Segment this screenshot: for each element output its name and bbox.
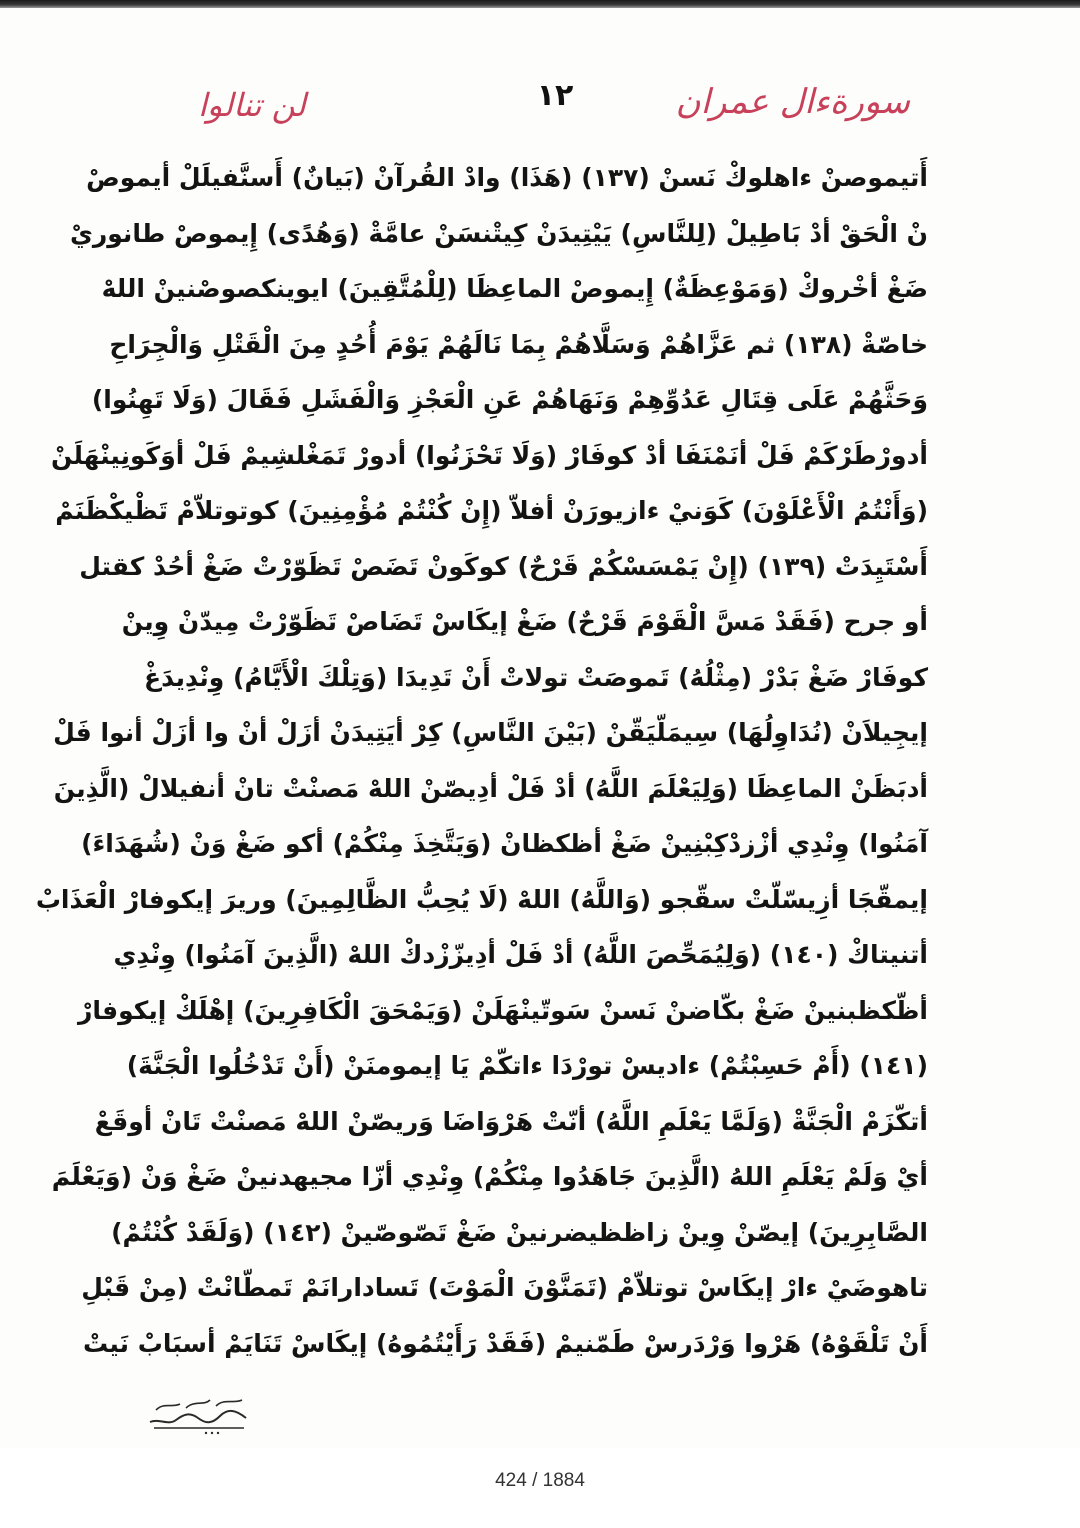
page-number-header: ١٢ bbox=[536, 78, 574, 113]
text-line: أَسْتَيِدَتْ (١٣٩) (إِنْ يَمْسَسْكُمْ قَرْحٌ) كوكَونْ تَضَصْ تَظَوّرْتْ ضَغْ أحُدْ كقتل bbox=[79, 551, 928, 581]
handwritten-signature bbox=[146, 1388, 250, 1436]
text-line: أيْ وَلَمْ يَعْلَمِ اللهُ (الَّذِينَ جَاهَدُوا مِنْكُمْ) وِنْدِي أزّا مجيهدنينْ ضَغْ وَنْ (وَيَعْلَمَ bbox=[51, 1162, 928, 1191]
page-separator: / bbox=[532, 1470, 538, 1491]
commentary-text bbox=[35, 150, 928, 1371]
text-line: وَحَثَّهُمْ عَلَى قِتَالِ عَدُوِّهِمْ وَنَهَاهُمْ عَنِ الْعَجْزِ وَالْفَشَلِ فَقَالَ (وَلَا تَهِنُوا) bbox=[91, 385, 928, 414]
text-line: الصَّابِرِينَ) إيصّنْ وِينْ زاظظيضرنينْ ضَغْ تَصّوصّينْ (١٤٢) (وَلَقَدْ كُنْتُمْ) bbox=[111, 1217, 928, 1247]
text-line: كوفَارْ ضَغْ بَدْرْ (مِثْلُهُ) تَموصَتْ تولاتْ أَنْ تَدِيدَا (وَتِلْكَ الْأَيَّامُ) وِنْدِيدَغْ bbox=[144, 662, 928, 692]
text-line: أظّكظبنينْ ضَغْ بكّاضنْ نَسنْ سَوتّينْهَلَنْ (وَيَمْحَقَ الْكَافِرِينَ) إهْلَكْ إيكوفارْ bbox=[77, 995, 928, 1025]
text-line: تاهوضَيْ ءارْ إيكَاسْ توتلاّمْ (تَمَنَّوْنَ الْمَوْتَ) تَسادارانَمْ تَمطّانْتْ (مِنْ قَبْلِ bbox=[81, 1273, 928, 1302]
total-pages: 1884 bbox=[542, 1470, 585, 1491]
text-line: إيجِيلاَنْ (نُدَاوِلُهَا) سِيمَلّيَقّنْ (بَيْنَ النَّاسِ) كِرْ أيَتِيدَنْ أزَلْ أنْ وا أزَلْ أنوا فَلْ bbox=[53, 718, 928, 747]
juz-name-header: لن تنالوا bbox=[198, 86, 306, 124]
text-line: أَتيموصنْ ءاهلوكْ نَسنْ (١٣٧) (هَذَا) وادْ القُرآنْ (بَيانٌ) أَسنَّفيلَلْ أيموصْ bbox=[86, 163, 928, 192]
text-line: نْ الْحَقْ أدْ بَاطِيلْ (لِلنَّاسِ) يَيْتِيدَنْ كِيتْنسَنْ عامَّةْ (وَهُدًى) إِيموصْ طانوريْ bbox=[69, 218, 928, 248]
text-line: (١٤١) (أَمْ حَسِبْتُمْ) ءاديسْ تورْدَا ءاتكّمْ يَا إيمومنَنْ (أَنْ تَدْخُلُوا الْجَنَّةَ) bbox=[126, 1051, 928, 1080]
scan-top-edge bbox=[0, 0, 1080, 8]
text-line: أو جرح (فَقَدْ مَسَّ الْقَوْمَ قَرْحٌ) ضَغْ إيكَاسْ تَضَاصْ تَظَوّرْتْ مِيدّنْ وِينْ bbox=[121, 607, 928, 636]
text-line: أتكّزَمْ الْجَنَّةْ (وَلَمَّا يَعْلَمِ اللَّهُ) أنّتْ هَرْوَاضَا وَريصّنْ اللهْ مَصنْتْ تَانْ أوقَعْ bbox=[94, 1106, 928, 1136]
text-line: أَنْ تَلْقَوْهُ) هَرْوا وَرْدَرسْ طَمّنيمْ (فَقَدْ رَأَيْتُمُوهُ) إيكَاسْ تَنَايَمْ أسبَابْ نَيتْ bbox=[82, 1328, 928, 1358]
text-line: ضَغْ أخْروكْ (وَمَوْعِظَةٌ) إِيموصْ الماعِظَا (لِلْمُتَّقِينَ) ايوينكصوصْنينْ اللهْ bbox=[101, 274, 928, 303]
text-line: (وَأَنْتُمُ الْأَعْلَوْنَ) كَوَنيْ ءازيورَنْ أفلاّ (إِنْ كُنْتُمْ مُؤْمِنِينَ) كوتوتلاّمْ تَظْيكْظَنَمْ bbox=[55, 496, 928, 525]
text-line: خاصّةْ (١٣٨) ثم عَزَّاهُمْ وَسَلَّاهُمْ بِمَا نَالَهُمْ يَوْمَ أُحُدٍ مِنَ الْقَتْلِ وَالْجِرَاحِ bbox=[109, 329, 928, 359]
text-line: إيمقّجَا أزِيسّلّتْ سقّجو (وَاللَّهُ) اللهْ (لَا يُحِبُّ الظَّالِمِينَ) وريرَ إيكوفارْ الْعَذَابْ bbox=[35, 884, 928, 914]
surah-name-header: سورةءال عمران bbox=[675, 82, 910, 122]
text-line: أتنيتاكْ (١٤٠) (وَلِيُمَحِّصَ اللَّهُ) أدْ فَلْ أدِيزّزْدكْ اللهْ (الَّذِينَ آمَنُوا) وِنْدِي bbox=[113, 940, 928, 969]
current-page: 424 bbox=[495, 1470, 527, 1491]
text-line: آمَنُوا) وِنْدِي أزْزدْكِبْنِينْ ضَغْ أظكظانْ (وَيَتَّخِذَ مِنْكُمْ) أكو ضَغْ وَنْ (شُهَدَاءَ) bbox=[81, 829, 928, 858]
text-line: أدبَظَنْ الماعِظَا (وَلِيَعْلَمَ اللَّهُ) أدْ فَلْ أدِيصّنْ اللهْ مَصنْتْ تانْ أنفيلالْ (الَّذِينَ bbox=[53, 773, 928, 803]
page-counter bbox=[0, 1470, 1080, 1492]
text-line: أدورْطَرْكَمْ فَلْ أنَمْنَفَا أدْ كوفَارْ (وَلَا تَحْزَنُوا) أدورْ تَمَغْلشِيمْ فَلْ أوَكَونِينْهَلَنْ bbox=[50, 440, 928, 470]
